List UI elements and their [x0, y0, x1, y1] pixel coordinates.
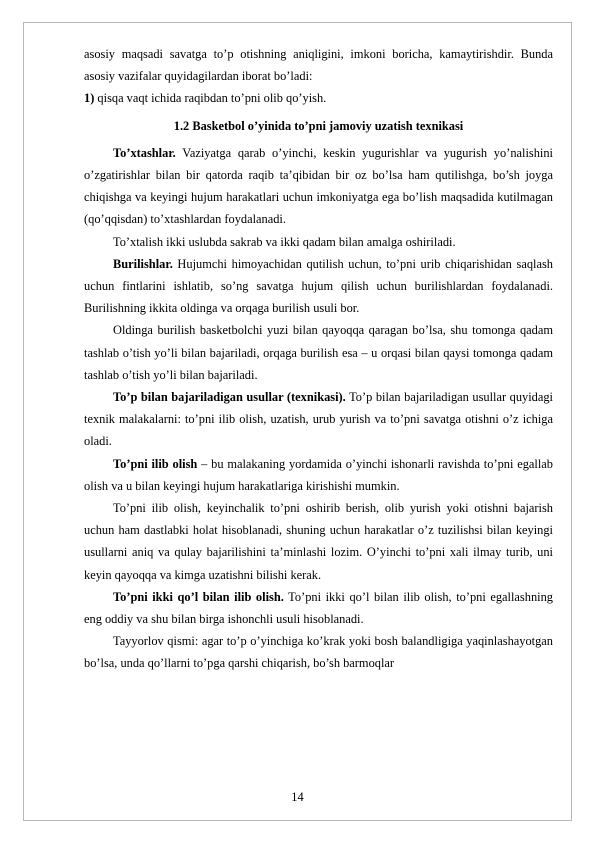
term-ikki-qol: To’pni ikki qo’l bilan ilib olish. — [113, 589, 284, 604]
paragraph-tayyorlov: Tayyorlov qismi: agar to’p o’yinchiga ko’krak yoki bosh balandligiga yaqinlashayotgan bo’lsa, unda qo’llarni to’pga qarshi chiqarish, bo’sh barmoqlar — [84, 634, 553, 671]
paragraph-ikki-qol-text: To’pni ikki qo’l bilan ilib olish, to’pni egallashning eng oddiy va shu bilan birga ishonchli usuli hisoblanadi. — [84, 589, 553, 627]
paragraph-burilishlar-text: Hujumchi himoyachidan qutilish uchun, to’pni urib chiqarishidan saqlash uchun fintlarini ishlatib, so’ng savatga hujum qilish uchun burilishlardan foydalanadi. Burilishning ikkita oldinga va orqaga burilish usuli bor. — [84, 256, 553, 316]
list-item-1-text: qisqa vaqt ichida raqibdan to’pni olib qo’yish. — [94, 91, 327, 106]
list-item-1 — [84, 87, 553, 109]
paragraph-oldinga-burilish: Oldinga burilish basketbolchi yuzi bilan qayoqqa qaragan bo’lsa, shu tomonga qadam tashlab o’tish yo’li bilan bajariladi, orqaga burilish esa – u orqasi bilan qaysi tomonga qadam tashlab o’tish yo’li bilan bajariladi. — [84, 323, 553, 382]
intro-paragraph: asosiy maqsadi savatga to’p otishning aniqligini, imkoni boricha, kamaytirishdir. Bunda asosiy vazifalar quyidagilardan iborat bo’ladi: — [84, 47, 553, 84]
page-number: 14 — [291, 790, 304, 804]
paragraph-top-usullar — [84, 386, 553, 453]
paragraph-toxtalish: To’xtalish ikki uslubda sakrab va ikki qadam bilan amalga oshiriladi. — [113, 234, 456, 249]
term-toxtashlar: To’xtashlar. — [113, 145, 176, 160]
paragraph-toxtashlar-text: Vaziyatga qarab o’yinchi, keskin yugurishlar va yugurish yo’nalishini o’zgatirishlar bilan bir qatorda raqib ta’qibidan bir oz bo’lsa ham qutilishga, bo’sh joyga chiqishga va keyingi hujum harakatlari uchun imkoniyatga ega bo’lish maqsadida kutilmagan (qo’qqisdan) to’xtashlardan foydalanadi. — [84, 145, 553, 227]
list-item-1-marker: 1) — [84, 91, 95, 106]
paragraph-ikki-qol — [84, 586, 553, 630]
paragraph-top-usullar-text: To’p bilan bajariladigan usullar quyidagi texnik malakalarni: to’pni ilib olish, uzatish, urub yurish va to’pni savatga otishni o’z ichiga oladi. — [84, 390, 553, 449]
section-heading: 1.2 Basketbol o’yinida to’pni jamoviy uzatish texnikasi — [173, 118, 464, 133]
paragraph-burilishlar — [84, 253, 553, 320]
term-top-usullar: To’p bilan bajariladigan usullar (texnikasi). — [113, 390, 346, 405]
paragraph-toxtashlar — [84, 142, 553, 231]
paragraph-ilib-olish — [84, 453, 553, 497]
paragraph-ilib-olish-detail: To’pni ilib olish, keyinchalik to’pni oshirib berish, olib yurish yoki otishni bajarish uchun ham dastlabki holat hisoblanadi, shuning uchun harakatlar o’z tuzilishsi bilan keyingi usullarni aniq va qulay bajarilishini ta’minlashi lozim. O’yinchi to’pni xali ilmay turib, uni keyin qayoqqa va kimga uzatishni bilishi kerak. — [84, 501, 553, 582]
term-ilib-olish: To’pni ilib olish — [113, 456, 198, 471]
term-burilishlar: Burilishlar. — [113, 256, 173, 271]
document-body — [84, 43, 553, 675]
paragraph-ilib-olish-text: – bu malakaning yordamida o’yinchi ishonarli ravishda to’pni egallab olish va u bilan keyingi hujum harakatlariga kirishishi mumkin. — [84, 456, 553, 493]
